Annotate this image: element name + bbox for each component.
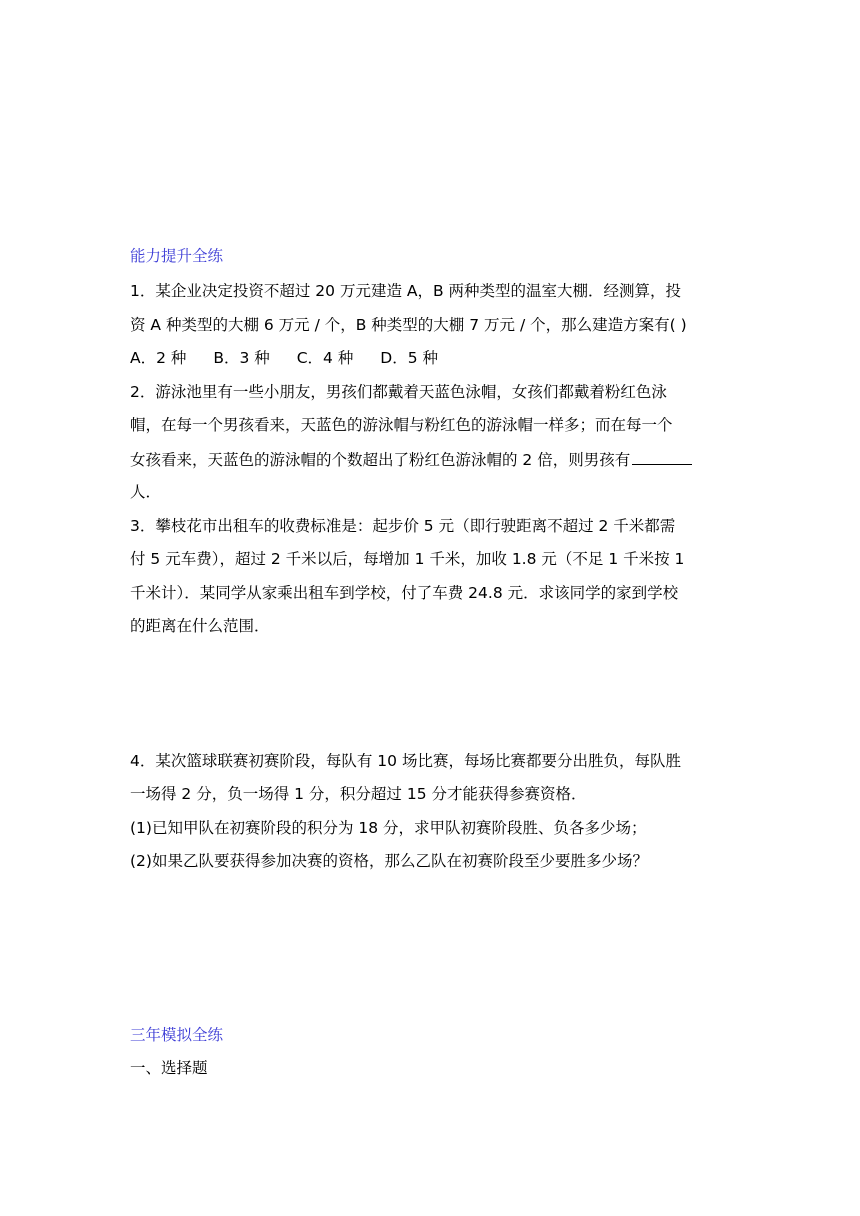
section-subheading-choice: 一、选择题 — [130, 1059, 208, 1077]
q1-option-c: C．4 种 — [296, 349, 354, 367]
q1-option-d: D．5 种 — [380, 349, 439, 367]
q2-text-3: 女孩看来，天蓝色的游泳帽的个数超出了粉红色游泳帽的 2 倍，则男孩有 — [130, 451, 631, 469]
q2-line-4: 人． — [130, 483, 162, 501]
q1-line-2: 资 A 种类型的大棚 6 万元 / 个，B 种类型的大棚 7 万元 / 个，那么建造方案有( ) — [130, 316, 687, 334]
q1-text-1: 1．某企业决定投资不超过 20 万元建造 A，B 两种类型的温室大棚．经测算，投 — [130, 282, 682, 300]
q3-line-2: 付 5 元车费），超过 2 千米以后，每增加 1 千米，加收 1.8 元（不足 1 千米按 1 — [130, 550, 685, 568]
q4-line-1: 4．某次篮球联赛初赛阶段，每队有 10 场比赛，每场比赛都要分出胜负，每队胜 — [130, 752, 681, 770]
q4-line-2: 一场得 2 分，负一场得 1 分，积分超过 15 分才能获得参赛资格． — [130, 785, 587, 803]
section-heading-ability: 能力提升全练 — [130, 247, 224, 265]
q1-line-1 — [130, 281, 730, 301]
q3-line-3: 千米计）．某同学从家乘出租车到学校，付了车费 24.8 元．求该同学的家到学校 — [130, 584, 679, 602]
q1-option-a: A．2 种 — [130, 349, 187, 367]
q2-line-3 — [130, 449, 730, 470]
q1-option-b: B．3 种 — [213, 349, 270, 367]
q1-options — [130, 348, 730, 368]
q3-line-1: 3．攀枝花市出租车的收费标准是：起步价 5 元（即行驶距离不超过 2 千米都需 — [130, 517, 676, 535]
q2-line-2: 帽，在每一个男孩看来，天蓝色的游泳帽与粉红色的游泳帽一样多；而在每一个 — [130, 416, 673, 434]
q4-sub-2: (2)如果乙队要获得参加决赛的资格，那么乙队在初赛阶段至少要胜多少场？ — [130, 852, 648, 870]
q4-sub-1: (1)已知甲队在初赛阶段的积分为 18 分，求甲队初赛阶段胜、负各多少场； — [130, 819, 647, 837]
q2-line-1: 2．游泳池里有一些小朋友，男孩们都戴着天蓝色泳帽，女孩们都戴着粉红色泳 — [130, 383, 667, 401]
q2-answer-blank — [632, 449, 692, 465]
q3-line-4: 的距离在什么范围． — [130, 617, 270, 635]
section-heading-simulation: 三年模拟全练 — [130, 1026, 224, 1044]
